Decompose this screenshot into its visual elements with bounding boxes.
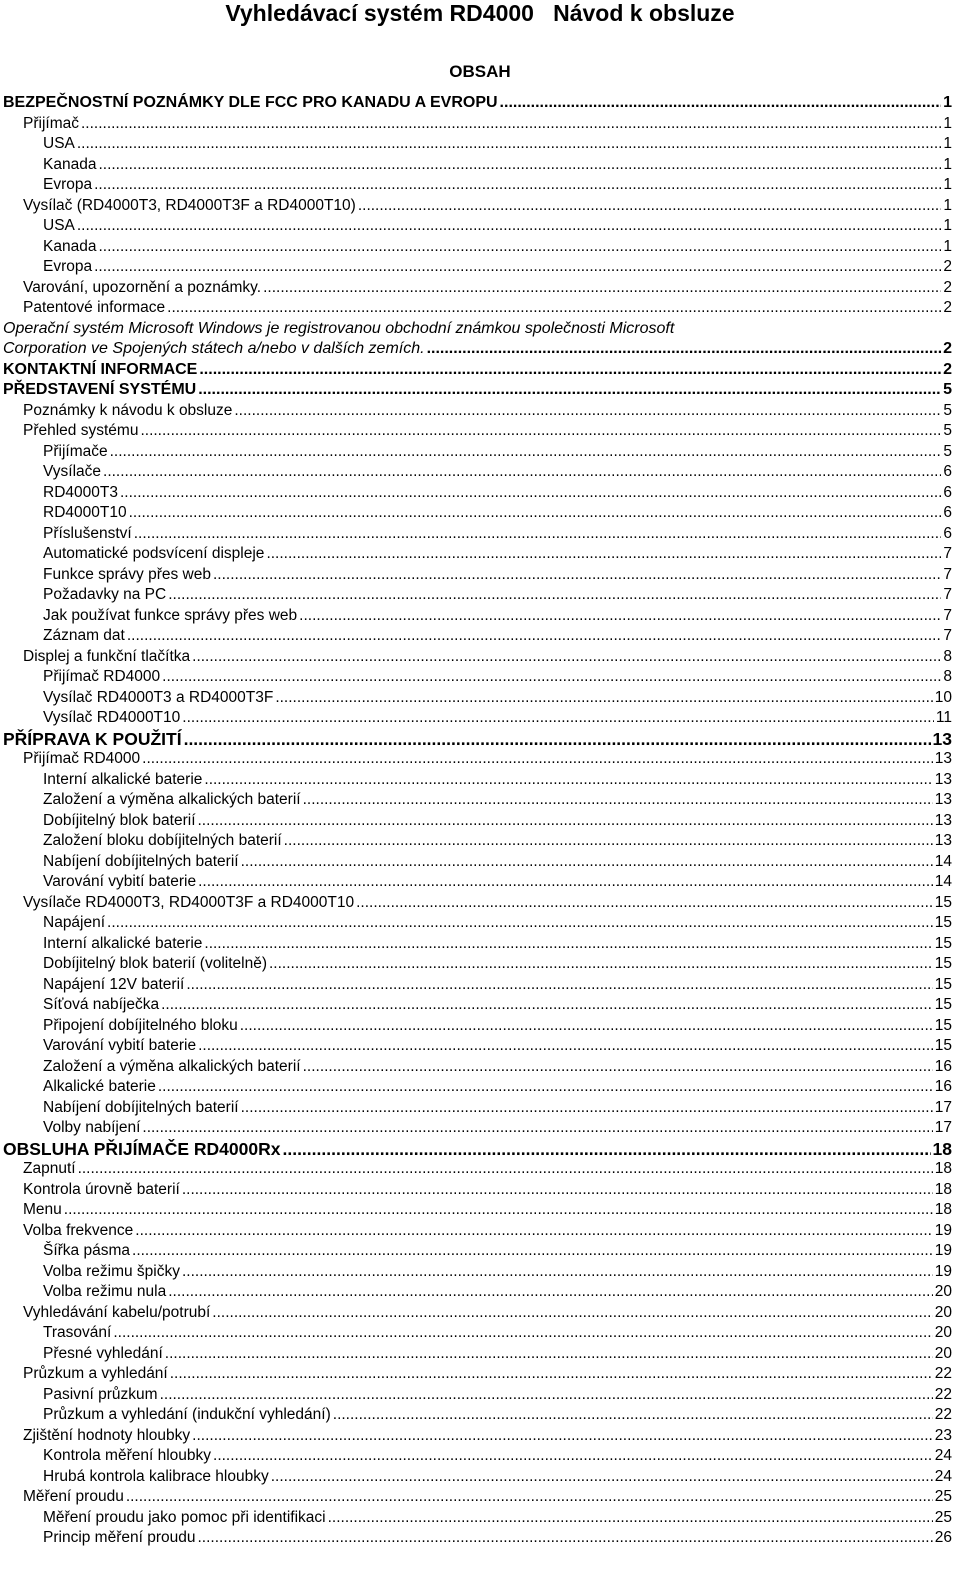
toc-entry[interactable]	[3, 1344, 952, 1365]
toc-page-number: 18	[934, 1201, 952, 1218]
toc-entry-title: Přijímač RD4000	[23, 750, 141, 767]
toc-page-number: 18	[934, 1180, 952, 1198]
toc-entry-title: Vysílač RD4000T10	[43, 709, 181, 726]
toc-page-number: 18	[934, 1160, 952, 1177]
toc-entry[interactable]	[3, 1159, 952, 1180]
toc-leader-dots	[213, 1446, 933, 1467]
toc-page-number: 13	[932, 728, 952, 749]
toc-entry[interactable]	[3, 114, 952, 135]
toc-page-number: 15	[934, 914, 952, 931]
toc-entry[interactable]	[3, 421, 952, 442]
toc-entry[interactable]	[3, 278, 952, 299]
toc-entry[interactable]	[3, 934, 952, 955]
toc-page-number: 20	[934, 1283, 952, 1300]
toc-page-number: 2	[943, 360, 952, 378]
toc-entry-title: USA	[43, 135, 75, 152]
toc-page-number: 1	[943, 176, 952, 193]
toc-entry[interactable]	[3, 790, 952, 811]
toc-page-number: 2	[943, 258, 952, 275]
toc-entry[interactable]	[3, 524, 952, 545]
toc-entry[interactable]	[3, 647, 952, 668]
toc-page-number: 24	[934, 1467, 952, 1485]
toc-entry[interactable]	[3, 503, 952, 524]
toc-entry[interactable]	[3, 155, 952, 176]
toc-entry[interactable]	[3, 1446, 952, 1467]
toc-leader-dots	[94, 175, 941, 196]
toc-page-number: 10	[934, 688, 952, 706]
toc-entry-title: Menu	[23, 1201, 62, 1218]
toc-page-number: 15	[934, 1016, 952, 1034]
toc-leader-dots	[165, 1344, 933, 1365]
toc-entry[interactable]	[3, 975, 952, 996]
toc-entry[interactable]	[3, 1508, 952, 1529]
toc-leader-dots	[77, 216, 942, 237]
toc-leader-dots	[263, 278, 941, 299]
toc-page-number: 8	[943, 668, 952, 685]
toc-leader-dots	[282, 1139, 930, 1160]
toc-leader-dots	[241, 1098, 933, 1119]
toc-leader-dots	[198, 1036, 933, 1057]
toc-entry-title: Připojení dobíjitelného bloku	[43, 1016, 238, 1034]
toc-entry-title: Vysílače	[43, 463, 102, 480]
toc-page-number: 6	[943, 524, 952, 542]
toc-page-number: 15	[934, 1037, 952, 1054]
toc-entry-title: Požadavky na PC	[43, 586, 167, 603]
toc-leader-dots	[140, 421, 941, 442]
toc-entry[interactable]	[3, 442, 952, 463]
toc-page-number: 2	[943, 340, 952, 357]
toc-leader-dots	[303, 790, 933, 811]
toc-entry[interactable]	[3, 196, 952, 217]
toc-leader-dots	[113, 1323, 932, 1344]
toc-leader-dots	[94, 257, 941, 278]
toc-page-number: 20	[934, 1344, 952, 1362]
toc-entry[interactable]	[3, 1282, 952, 1303]
toc-page-number: 20	[934, 1324, 952, 1341]
toc-page-number: 24	[934, 1447, 952, 1464]
toc-entry-title: Založení bloku dobíjitelných baterií	[43, 832, 282, 849]
toc-entry-title: Jak používat funkce správy přes web	[43, 606, 298, 624]
toc-entry[interactable]	[3, 1016, 952, 1037]
toc-leader-dots	[213, 565, 941, 586]
toc-entry-title: Volby nabíjení	[43, 1119, 141, 1136]
toc-page-number: 2	[943, 278, 952, 296]
toc-page-number: 26	[934, 1529, 952, 1546]
toc-page-number: 14	[934, 852, 952, 870]
toc-entry[interactable]	[3, 893, 952, 914]
toc-leader-dots	[356, 893, 933, 914]
toc-page-number: 17	[934, 1098, 952, 1116]
toc-entry-title: Příslušenství	[43, 524, 132, 542]
toc-entry[interactable]	[3, 298, 952, 319]
toc-leader-dots	[182, 1180, 933, 1201]
toc-entry[interactable]	[3, 770, 952, 791]
toc-page-number: 1	[943, 114, 952, 132]
toc-entry-title: Displej a funkční tlačítka	[23, 647, 191, 665]
toc-page-number: 14	[934, 873, 952, 890]
toc-page-number: 7	[943, 545, 952, 562]
toc-page-number: 13	[934, 770, 952, 788]
toc-page-number: 1	[943, 196, 952, 214]
toc-leader-dots	[333, 1405, 933, 1426]
toc-page-number: 2	[943, 299, 952, 316]
toc-page-number: 13	[934, 811, 952, 829]
toc-entry-title: Založení a výměna alkalických baterií	[43, 1057, 301, 1075]
toc-leader-dots	[158, 1077, 933, 1098]
toc-entry[interactable]	[3, 1200, 952, 1221]
toc-entry[interactable]	[3, 216, 952, 237]
toc-page-number: 6	[943, 463, 952, 480]
toc-leader-dots	[126, 1487, 933, 1508]
toc-page-number: 13	[934, 791, 952, 808]
toc-leader-dots	[204, 770, 932, 791]
toc-entry[interactable]	[3, 1323, 952, 1344]
toc-entry-title: Nabíjení dobíjitelných baterií	[43, 852, 239, 870]
toc-entry-title: Kontrola úrovně baterií	[23, 1180, 180, 1198]
toc-entry[interactable]	[3, 380, 952, 401]
toc-leader-dots	[192, 1426, 933, 1447]
toc-leader-dots	[358, 196, 942, 217]
toc-leader-dots	[135, 1221, 932, 1242]
toc-leader-dots	[127, 626, 942, 647]
toc-entry[interactable]	[3, 585, 952, 606]
toc-page-number: 11	[935, 709, 952, 726]
toc-entry[interactable]	[3, 1077, 952, 1098]
toc-entry-title: Operační systém Microsoft Windows je registrovanou obchodní známkou společnosti Microsoft	[3, 319, 675, 337]
toc-entry-title: Síťová nabíječka	[43, 996, 160, 1013]
toc-entry-title: Přesné vyhledání	[43, 1344, 163, 1362]
toc-entry[interactable]	[3, 565, 952, 586]
toc-leader-dots	[198, 872, 933, 893]
toc-page-number: 16	[934, 1057, 952, 1075]
toc-leader-dots	[103, 462, 941, 483]
toc-leader-dots	[328, 1508, 933, 1529]
toc-leader-dots	[241, 852, 933, 873]
toc-entry[interactable]	[3, 708, 952, 729]
toc-entry-title: Pasivní průzkum	[43, 1385, 158, 1403]
toc-entry[interactable]	[3, 1118, 952, 1139]
toc-entry[interactable]	[3, 1405, 952, 1426]
toc-leader-dots	[204, 934, 932, 955]
toc-entry[interactable]	[3, 134, 952, 155]
toc-leader-dots	[199, 360, 941, 381]
toc-leader-dots	[500, 93, 942, 114]
toc-entry[interactable]	[3, 1139, 952, 1160]
toc-entry[interactable]	[3, 626, 952, 647]
toc-page-number: 5	[943, 422, 952, 439]
toc-entry[interactable]	[3, 175, 952, 196]
toc-leader-dots	[427, 339, 942, 360]
toc-entry-title: Alkalické baterie	[43, 1078, 156, 1095]
toc-entry[interactable]	[3, 462, 952, 483]
toc-entry-title: Corporation ve Spojených státech a/nebo v dalších zemích.	[3, 340, 425, 357]
toc-entry-title: Založení a výměna alkalických baterií	[43, 791, 301, 808]
toc-page-number: 17	[934, 1119, 952, 1136]
toc-page-number: 19	[934, 1242, 952, 1259]
toc-page-number: 1	[943, 135, 952, 152]
toc-leader-dots	[78, 1159, 933, 1180]
toc-page-number: 25	[934, 1488, 952, 1505]
toc-entry-title: Interní alkalické baterie	[43, 934, 203, 952]
toc-leader-dots	[110, 442, 942, 463]
toc-entry-title: Vyhledávání kabelu/potrubí	[23, 1303, 211, 1321]
toc-entry-title: RD4000T3	[43, 483, 118, 501]
toc-page-number: 25	[934, 1508, 952, 1526]
toc-entry-title: Měření proudu jako pomoc při identifikaci	[43, 1508, 326, 1526]
toc-page-number: 5	[943, 381, 952, 398]
toc-entry-title: Vysílač RD4000T3 a RD4000T3F	[43, 688, 274, 706]
toc-entry-title: Varování vybití baterie	[43, 1037, 197, 1054]
toc-entry[interactable]	[3, 257, 952, 278]
toc-entry-title: Měření proudu	[23, 1488, 124, 1505]
toc-page-number: 6	[943, 483, 952, 501]
toc-entry[interactable]	[3, 1467, 952, 1488]
toc-page-number: 23	[934, 1426, 952, 1444]
toc-page-number: 16	[934, 1078, 952, 1095]
toc-leader-dots	[64, 1200, 933, 1221]
toc-entry-title: Kanada	[43, 237, 97, 255]
toc-entry[interactable]	[3, 1426, 952, 1447]
toc-entry-title: Dobíjitelný blok baterií (volitelně)	[43, 955, 267, 972]
toc-entry-title: USA	[43, 217, 75, 234]
toc-leader-dots	[170, 1364, 933, 1385]
toc-entry[interactable]	[3, 544, 952, 565]
toc-leader-dots	[299, 606, 941, 627]
toc-entry-title: Evropa	[43, 176, 93, 193]
toc-leader-dots	[81, 114, 941, 135]
toc-entry-title: Přehled systému	[23, 422, 139, 439]
toc-leader-dots	[284, 831, 933, 852]
contents-heading: OBSAH	[449, 62, 511, 81]
toc-page-number: 7	[943, 606, 952, 624]
toc-leader-dots	[160, 1385, 933, 1406]
toc-leader-dots	[134, 524, 942, 545]
toc-entry[interactable]	[3, 1221, 952, 1242]
toc-leader-dots	[192, 647, 941, 668]
toc-page-number: 15	[934, 955, 952, 972]
toc-page-number: 13	[934, 832, 952, 849]
toc-entry-title: Průzkum a vyhledání (indukční vyhledání)	[43, 1406, 331, 1423]
toc-entry[interactable]	[3, 483, 952, 504]
toc-entry-title: Dobíjitelný blok baterií	[43, 811, 196, 829]
toc-leader-dots	[77, 134, 942, 155]
toc-entry-title: Trasování	[43, 1324, 112, 1341]
toc-leader-dots	[167, 298, 941, 319]
toc-entry-title: Kontrola měření hloubky	[43, 1447, 212, 1464]
toc-page-number: 13	[934, 750, 952, 767]
toc-entry[interactable]	[3, 872, 952, 893]
toc-page-number: 1	[943, 237, 952, 255]
toc-entry[interactable]	[3, 1303, 952, 1324]
toc-entry[interactable]	[3, 729, 952, 750]
toc-page-number: 5	[943, 442, 952, 460]
toc-entry-title: Přijímač RD4000	[43, 668, 161, 685]
toc-leader-dots	[234, 401, 941, 422]
toc-entry[interactable]	[3, 606, 952, 627]
toc-leader-dots	[168, 585, 941, 606]
toc-entry-title: Evropa	[43, 258, 93, 275]
toc-leader-dots	[271, 1467, 933, 1488]
toc-leader-dots	[198, 380, 941, 401]
toc-entry[interactable]	[3, 852, 952, 873]
toc-leader-dots	[212, 1303, 932, 1324]
toc-page-number: 1	[943, 155, 952, 173]
toc-entry-title: Volba režimu špičky	[43, 1262, 180, 1280]
toc-entry[interactable]	[3, 401, 952, 422]
toc-page-number: 7	[943, 586, 952, 603]
toc-page-number: 15	[934, 996, 952, 1013]
toc-leader-dots	[168, 1282, 933, 1303]
toc-page-number: 22	[934, 1365, 952, 1382]
toc-entry-title: Varování, upozornění a poznámky.	[23, 278, 262, 296]
toc-leader-dots	[98, 155, 941, 176]
toc-entry-title: BEZPEČNOSTNÍ POZNÁMKY DLE FCC PRO KANADU A EVROPU	[3, 94, 498, 111]
toc-page-number: 7	[943, 565, 952, 583]
toc-entry-title: Volba režimu nula	[43, 1283, 167, 1300]
toc-entry-title: Varování vybití baterie	[43, 873, 197, 890]
toc-entry-title: RD4000T10	[43, 504, 127, 521]
toc-leader-dots	[303, 1057, 933, 1078]
toc-page-number: 19	[934, 1221, 952, 1239]
toc-page-number: 15	[934, 975, 952, 993]
toc-entry-title: Poznámky k návodu k obsluze	[23, 401, 233, 419]
toc-entry[interactable]	[3, 1241, 952, 1262]
toc-entry[interactable]	[3, 913, 952, 934]
toc-entry[interactable]	[3, 1385, 952, 1406]
toc-entry[interactable]	[3, 1098, 952, 1119]
toc-leader-dots	[240, 1016, 933, 1037]
toc-entry[interactable]	[3, 360, 952, 381]
toc-entry-title: Napájení	[43, 914, 106, 931]
toc-leader-dots	[129, 503, 942, 524]
toc-page-number: 19	[934, 1262, 952, 1280]
toc-leader-dots	[107, 913, 933, 934]
toc-page-number: 22	[934, 1406, 952, 1423]
toc-entry-title: Hrubá kontrola kalibrace hloubky	[43, 1467, 269, 1485]
toc-entry-title: Funkce správy přes web	[43, 565, 211, 583]
toc-leader-dots	[161, 995, 933, 1016]
toc-entry[interactable]	[3, 93, 952, 114]
toc-entry-title: Průzkum a vyhledání	[23, 1365, 168, 1382]
toc-leader-dots	[132, 1241, 933, 1262]
toc-page-number: 6	[943, 504, 952, 521]
toc-page-number: 8	[943, 647, 952, 665]
toc-entry[interactable]	[3, 319, 952, 340]
toc-leader-dots	[182, 1262, 933, 1283]
toc-entry-title: Automatické podsvícení displeje	[43, 545, 265, 562]
toc-entry-title: Patentové informace	[23, 299, 166, 316]
toc-entry-title: PŘÍPRAVA K POUŽITÍ	[3, 728, 182, 749]
toc-entry[interactable]	[3, 811, 952, 832]
toc-leader-dots	[142, 749, 933, 770]
toc-entry-title: Volba frekvence	[23, 1221, 134, 1239]
toc-entry-title: Vysílač (RD4000T3, RD4000T3F a RD4000T10)	[23, 196, 356, 214]
toc-leader-dots	[275, 688, 932, 709]
table-of-contents	[3, 93, 952, 1549]
toc-entry-title: Přijímač	[23, 114, 79, 132]
toc-leader-dots	[269, 954, 933, 975]
toc-entry-title: Kanada	[43, 155, 97, 173]
toc-entry[interactable]	[3, 954, 952, 975]
document-title: Vyhledávací systém RD4000 Návod k obsluze	[225, 0, 735, 26]
toc-entry[interactable]	[3, 1487, 952, 1508]
toc-entry-title: OBSLUHA PŘIJÍMAČE RD4000Rx	[3, 1138, 281, 1159]
toc-leader-dots	[198, 811, 933, 832]
toc-leader-dots	[120, 483, 941, 504]
toc-entry-title: Záznam dat	[43, 627, 125, 644]
toc-entry[interactable]	[3, 1364, 952, 1385]
toc-entry[interactable]	[3, 1036, 952, 1057]
toc-leader-dots	[184, 729, 931, 750]
toc-entry[interactable]	[3, 831, 952, 852]
toc-entry-title: Vysílače RD4000T3, RD4000T3F a RD4000T10	[23, 893, 355, 911]
toc-page-number: 1	[943, 217, 952, 234]
toc-page-number: 20	[934, 1303, 952, 1321]
toc-entry-title: PŘEDSTAVENÍ SYSTÉMU	[3, 381, 197, 398]
toc-page-number: 7	[943, 627, 952, 644]
toc-entry[interactable]	[3, 237, 952, 258]
toc-entry[interactable]	[3, 1262, 952, 1283]
toc-leader-dots	[142, 1118, 932, 1139]
toc-entry-title: KONTAKTNÍ INFORMACE	[3, 360, 198, 378]
toc-page-number: 1	[943, 94, 952, 111]
toc-entry[interactable]	[3, 1528, 952, 1549]
toc-leader-dots	[186, 975, 932, 996]
toc-leader-dots	[98, 237, 941, 258]
toc-entry-title: Zjištění hodnoty hloubky	[23, 1426, 191, 1444]
toc-page-number: 22	[934, 1385, 952, 1403]
toc-entry[interactable]	[3, 339, 952, 360]
toc-page-number: 15	[934, 893, 952, 911]
toc-entry[interactable]	[3, 1057, 952, 1078]
toc-leader-dots	[162, 667, 941, 688]
toc-page-number: 18	[932, 1138, 952, 1159]
toc-entry-title: Šířka pásma	[43, 1242, 131, 1259]
toc-page-number: 5	[943, 401, 952, 419]
toc-entry[interactable]	[3, 688, 952, 709]
toc-leader-dots	[266, 544, 941, 565]
toc-entry-title: Napájení 12V baterií	[43, 975, 185, 993]
toc-entry-title: Zapnutí	[23, 1160, 76, 1177]
toc-entry[interactable]	[3, 995, 952, 1016]
toc-entry[interactable]	[3, 667, 952, 688]
toc-entry-title: Interní alkalické baterie	[43, 770, 203, 788]
toc-leader-dots	[182, 708, 934, 729]
toc-entry-title: Přijímače	[43, 442, 108, 460]
toc-entry-title: Princip měření proudu	[43, 1529, 196, 1546]
toc-leader-dots	[198, 1528, 933, 1549]
toc-entry[interactable]	[3, 749, 952, 770]
toc-entry-title: Nabíjení dobíjitelných baterií	[43, 1098, 239, 1116]
toc-page-number: 15	[934, 934, 952, 952]
toc-entry[interactable]	[3, 1180, 952, 1201]
